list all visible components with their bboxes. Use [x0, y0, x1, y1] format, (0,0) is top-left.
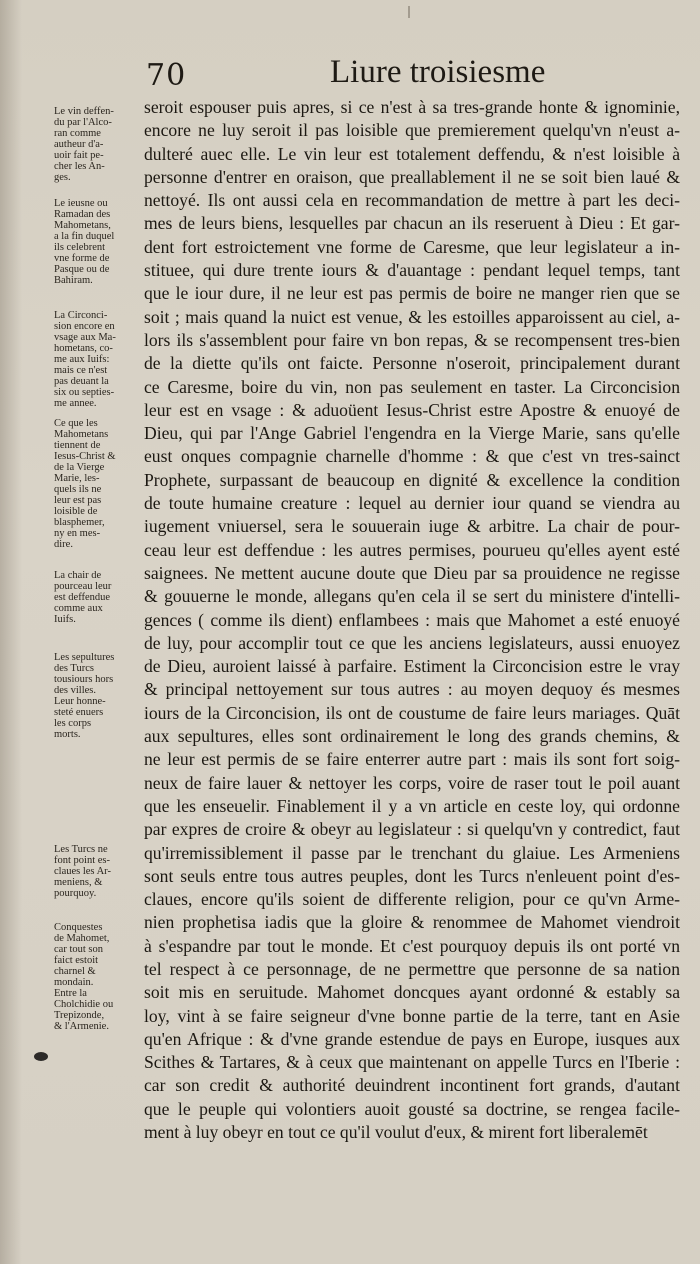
- text-line: de Dieu, auroient laissé à parfaire. Estiment la Circoncision estre le vray: [144, 656, 680, 677]
- text-line: & gouuerne le monde, allegans qu'en cela il se sert du ministere d'intelli-: [144, 586, 680, 607]
- paper-mark: [408, 6, 410, 18]
- text-line: Prophete, surpassant de beaucoup en dignité & excellence la condition: [144, 469, 680, 490]
- text-line: iours de la Circoncision, ils ont de coustume de faire leurs mariages. Quāt: [144, 702, 680, 723]
- text-line: lors ils s'assemblent pour faire vn bon repas, & se recompensent tres-bien: [144, 329, 680, 350]
- text-line: neux de faire lauer & nettoyer les corps, voire de raser tout le poil auant: [144, 772, 680, 793]
- text-line: que le iour dure, il ne leur est pas permis de boire ne manger rien que se: [144, 283, 680, 304]
- text-line: à s'espandre par tout le monde. Et c'est pourquoy depuis ils ont porté vn: [144, 935, 680, 956]
- margin-note: La Circonci- sion encore en vsage aux Ma- hometans, co- me aux Iuifs: mais ce n'est pas deuant la six ou septies- me annee.: [54, 310, 116, 409]
- text-line: soit ; mais quand la nuict est venue, & les estoilles apparoissent au ciel, a-: [144, 306, 680, 327]
- margin-note: Les Turcs ne font point es- claues les Ar- meniens, & pourquoy.: [54, 844, 111, 899]
- page-header: [0, 54, 700, 94]
- text-line: personne d'entrer en oraison, que preallablement il ne se soit bien laué &: [144, 166, 680, 187]
- text-line: par expres de croire & obeyr au legislateur : si quelqu'vn y contredict, faut: [144, 819, 680, 840]
- margin-note: Ce que les Mahometans tiennent de Iesus-Christ & de la Vierge Marie, les- quels ils ne leur est pas loisible de blasphemer, ny en mes- dire.: [54, 418, 116, 550]
- text-line: de toute humaine creature : lequel au dernier iour quand se viendra au: [144, 493, 680, 514]
- text-line: Dieu, qui par l'Ange Gabriel l'engendra en la Vierge Marie, sans qu'elle: [144, 423, 680, 444]
- text-line: de luy, pour accomplir tout ce que les anciens legislateurs, aussi enuoyez: [144, 632, 680, 653]
- text-line: car son credit & authorité deuindrent incontinent fort grands, d'autant: [144, 1075, 680, 1096]
- margin-note: Le vin deffen- du par l'Alco- ran comme autheur d'a- uoir fait pe- cher les An- ges.: [54, 106, 114, 183]
- text-line: qu'irremissiblement il passe par le trenchant du glaiue. Les Armeniens: [144, 842, 680, 863]
- text-line: Scithes & Tartares, & à ceux que maintenant on appelle Turcs en l'Iberie :: [144, 1052, 680, 1073]
- margin-note: Le ieusne ou Ramadan des Mahometans, a la fin duquel ils celebrent vne forme de Pasque ou de Bahiram.: [54, 198, 115, 286]
- text-line: sont seuls entre tous autres peuples, dont les Turcs n'enleuent point d'es-: [144, 865, 680, 886]
- text-line: mes de leurs biens, lesquelles par chacun an ils reseruent à Dieu : Et gar-: [144, 213, 680, 234]
- text-line: dulteré auec elle. Le vin leur est totalement deffendu, & n'est loisible à: [144, 143, 680, 164]
- text-line: ceau leur est deffendue : les autres permises, pourueu qu'elles ayent esté: [144, 539, 680, 560]
- page-fold-shadow: [0, 0, 22, 1264]
- text-line: encore ne luy seroit il pas loisible que premierement quelqu'vn n'eust a-: [144, 120, 680, 141]
- text-line: seroit espouser puis apres, si ce n'est à sa tres-grande honte & ignominie,: [144, 97, 680, 117]
- text-line: leur est en vsage : & aduoüent Iesus-Christ estre Apostre & enuoyé de: [144, 399, 680, 420]
- text-line: nettoyé. Ils ont aussi cela en recommandation de mettre à part les deci-: [144, 190, 680, 211]
- running-head: Liure troisiesme: [330, 54, 546, 90]
- text-line: eust onques compagnie charnelle d'homme : & que c'est vn tres-sainct: [144, 446, 680, 467]
- main-text-block: [144, 96, 680, 1144]
- text-line: tel respect à ce personnage, de ne permettre que personne de sa nation: [144, 958, 680, 979]
- text-line: iugement vniuersel, sera le souuerain iuge & arbitre. La chair de pour-: [144, 516, 680, 537]
- text-line: soit mis en seruitude. Mahomet doncques ayant ordonné & estably sa: [144, 982, 680, 1003]
- text-line: claues, encore qu'ils soient de differente religion, pour ce qu'vn Arme-: [144, 889, 680, 910]
- margin-note: La chair de pourceau leur est deffendue comme aux Iuifs.: [54, 570, 112, 625]
- margin-note: Les sepultures des Turcs tousiours hors des villes. Leur honne- steté enuers les corps morts.: [54, 652, 115, 740]
- text-line: stituee, qui dure trente iours & d'auantage : pendant lequel temps, tant: [144, 260, 680, 281]
- text-line: & principal nettoyement sur tous autres : au moyen dequoy és mesmes: [144, 679, 680, 700]
- text-line: gences ( comme ils dient) enflambees : mais que Mahomet a esté enuoyé: [144, 609, 680, 630]
- text-line: que le peuple qui volontiers auoit gousté sa doctrine, se rengea facile-: [144, 1098, 680, 1119]
- text-line: ce Caresme, boire du vin, non pas seulement en taster. La Circoncision: [144, 376, 680, 397]
- text-line: nien prophetisa iadis que la gloire & renommee de Mahomet viendroit: [144, 912, 680, 933]
- text-line: saignees. Ne mettent aucune doute que Dieu par sa prouidence ne regisse: [144, 562, 680, 583]
- text-line: ment à luy obeyr en tout ce qu'il voulut d'eux, & mirent fort liberalemēt: [144, 1122, 648, 1143]
- text-line: que les enseuelir. Finablement il y a vn article en ceste loy, qui ordonne: [144, 795, 680, 816]
- text-line: de la diette qu'ils ont faicte. Personne n'oseroit, principalement durant: [144, 353, 680, 374]
- page-number: 70: [146, 58, 187, 93]
- margin-note: Conquestes de Mahomet, car tout son faict estoit charnel & mondain. Entre la Cholchidie ou Trepizonde, & l'Armenie.: [54, 922, 114, 1032]
- text-line: dent fort estroictement vne forme de Caresme, que leur legislateur a in-: [144, 236, 680, 257]
- text-line: loy, vint à se faire seigneur d'vne bonne partie de la terre, tant en Asie: [144, 1005, 680, 1026]
- text-line: ne leur est permis de se faire enterrer autre part : mais ils sont fort soig-: [144, 749, 680, 770]
- text-line: aux sepultures, elles sont ordinairement le long des grands chemins, &: [144, 726, 680, 747]
- text-line: qu'en Afrique : & d'vne grande estendue de pays en Europe, iusques aux: [144, 1028, 680, 1049]
- ink-blot: [34, 1052, 48, 1061]
